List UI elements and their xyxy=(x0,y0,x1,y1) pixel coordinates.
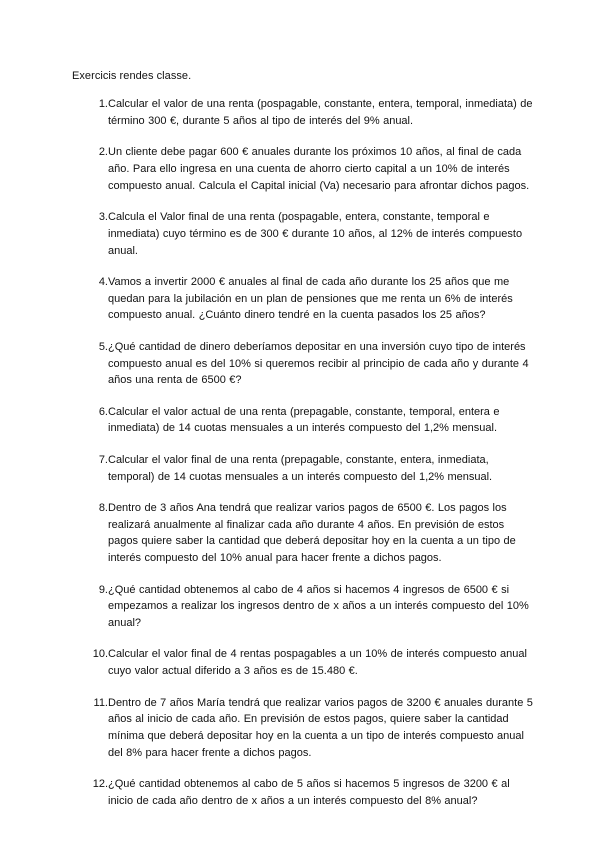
exercise-item-5 xyxy=(0,339,600,389)
exercise-text: Calcular el valor actual de una renta (prepagable, constante, temporal, entera e inmediata) de 14 cuotas mensuales a un interés compuesto del 1,2% mensual. xyxy=(108,405,500,435)
exercise-number: 10. xyxy=(92,648,108,661)
document-title: Exercicis rendes classe. xyxy=(72,70,192,82)
exercise-item-1 xyxy=(0,96,600,130)
exercise-number: 11. xyxy=(93,696,108,709)
exercise-text: Un cliente debe pagar 600 € anuales durante los próximos 10 años, al final de cada año. Para ello ingresa en una cuenta de ahorro cierto capital a un 10% de interés compuesto anual. Calcula el Capital inicial (Va) necesario para afrontar dichos pagos. xyxy=(108,146,530,192)
exercise-text: Calcular el valor final de una renta (prepagable, constante, entera, inmediata, temporal) de 14 cuotas mensuales a un interés compuesto del 1,2% mensual. xyxy=(108,453,493,483)
exercise-text: Dentro de 7 años María tendrá que realizar varios pagos de 3200 € anuales durante 5 años al inicio de cada año. En previsión de estos pagos, quiere saber la cantidad mínima que deberá depositar hoy en la cuenta a un tipo de interés compuesto anual del 8% para hacer frente a dichos pagos. xyxy=(108,696,533,759)
exercise-text: Vamos a invertir 2000 € anuales al final de cada año durante los 25 años que me quedan para la jubilación en un plan de pensiones que me renta un 6% de interés compuesto anual. ¿Cuánto dinero tendré en la cuenta pasados los 25 años? xyxy=(108,275,513,322)
exercise-text: Calcula el Valor final de una renta (pospagable, entera, constante, temporal e inmediata) cuyo término es de 300 € durante 10 años, al 12% de interés compuesto anual. xyxy=(108,210,523,257)
exercise-item-10 xyxy=(0,646,600,680)
exercise-item-12 xyxy=(0,776,600,810)
exercise-number: 1. xyxy=(98,98,108,110)
exercise-text: ¿Qué cantidad obtenemos al cabo de 4 años si hacemos 4 ingresos de 6500 € si empezamos a realizar los ingresos dentro de x años a un interés compuesto del 10% anual? xyxy=(108,583,529,630)
exercise-item-8 xyxy=(0,500,600,567)
exercise-text: Calcular el valor de una renta (pospagable, constante, entera, temporal, inmediata) de término 300 €, durante 5 años al tipo de interés del 9% anual. xyxy=(108,98,533,127)
exercise-number: 5. xyxy=(98,340,108,353)
exercise-number: 12. xyxy=(92,778,108,791)
exercise-number: 3. xyxy=(98,210,108,223)
exercise-item-2 xyxy=(0,144,600,194)
exercise-item-7 xyxy=(0,452,600,486)
exercise-list xyxy=(0,96,600,824)
exercise-item-9 xyxy=(0,582,600,632)
exercise-number: 4. xyxy=(98,275,108,288)
exercise-number: 6. xyxy=(98,405,108,418)
exercise-item-3 xyxy=(0,209,600,259)
exercise-text: ¿Qué cantidad obtenemos al cabo de 5 años si hacemos 5 ingresos de 3200 € al inicio de cada año dentro de x años a un interés compuesto del 8% anual? xyxy=(108,778,510,807)
exercise-item-4 xyxy=(0,274,600,324)
exercise-number: 8. xyxy=(98,501,108,514)
exercise-text: ¿Qué cantidad de dinero deberíamos depositar en una inversión cuyo tipo de interés compuesto anual es del 10% si queremos recibir al principio de cada año y durante 4 años una renta de 6500 €? xyxy=(108,340,529,387)
exercise-number: 9. xyxy=(98,583,108,596)
exercise-item-6 xyxy=(0,404,600,438)
exercise-text: Calcular el valor final de 4 rentas pospagables a un 10% de interés compuesto anual cuyo valor actual diferido a 3 años es de 15.480 €. xyxy=(108,648,527,678)
exercise-number: 2. xyxy=(98,146,108,159)
exercise-text: Dentro de 3 años Ana tendrá que realizar varios pagos de 6500 €. Los pagos los realizará anualmente al finalizar cada año durante 4 años. En previsión de estos pagos quiere saber la cantidad que deberá depositar hoy en la cuenta a un tipo de interés compuesto del 10% anual para hacer frente a dichos pagos. xyxy=(108,501,516,565)
exercise-item-11 xyxy=(0,695,600,762)
exercise-number: 7. xyxy=(98,453,108,466)
